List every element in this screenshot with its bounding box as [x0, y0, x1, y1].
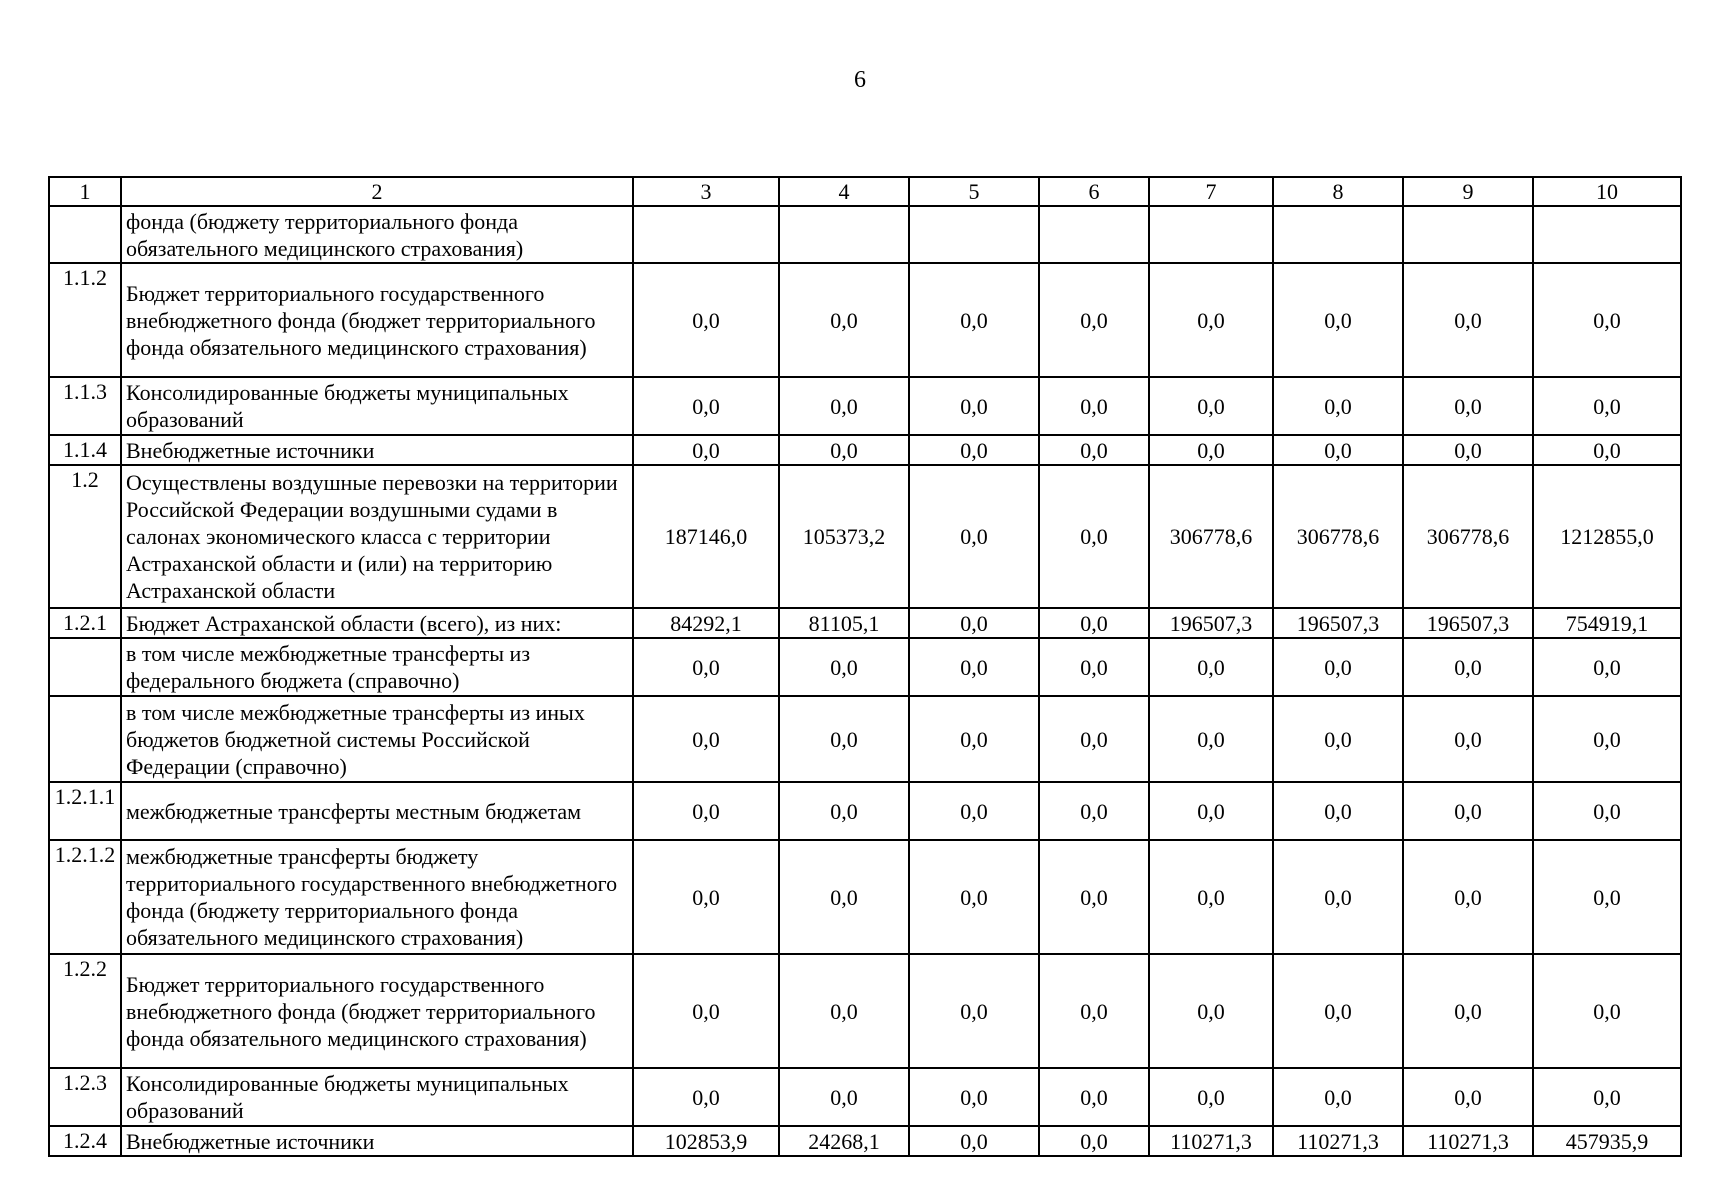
- value-cell: 0,0: [1273, 263, 1403, 377]
- value-cell: 187146,0: [633, 465, 779, 608]
- value-cell: 0,0: [909, 608, 1039, 638]
- value-cell: 0,0: [1403, 435, 1533, 465]
- column-header: 1: [49, 177, 121, 206]
- row-code: [49, 206, 121, 263]
- value-cell: 0,0: [1403, 377, 1533, 435]
- row-code: 1.2.1.1: [49, 782, 121, 840]
- page-number: 6: [854, 67, 866, 93]
- value-cell: 0,0: [1403, 782, 1533, 840]
- value-cell: [1039, 206, 1149, 263]
- table-row: [49, 840, 1681, 954]
- value-cell: 0,0: [1273, 782, 1403, 840]
- value-cell: 105373,2: [779, 465, 909, 608]
- table-row: [49, 465, 1681, 608]
- value-cell: 0,0: [909, 263, 1039, 377]
- value-cell: 0,0: [909, 1126, 1039, 1156]
- value-cell: 0,0: [633, 1068, 779, 1126]
- table-row: [49, 608, 1681, 638]
- value-cell: 0,0: [779, 954, 909, 1068]
- value-cell: 0,0: [1403, 1068, 1533, 1126]
- row-code: 1.1.4: [49, 435, 121, 465]
- column-header: 5: [909, 177, 1039, 206]
- column-header: 10: [1533, 177, 1681, 206]
- value-cell: 0,0: [779, 435, 909, 465]
- value-cell: 0,0: [1039, 377, 1149, 435]
- row-code: 1.2.3: [49, 1068, 121, 1126]
- row-code: 1.2.1: [49, 608, 121, 638]
- value-cell: 0,0: [1533, 696, 1681, 782]
- value-cell: 0,0: [1273, 954, 1403, 1068]
- value-cell: 0,0: [1039, 782, 1149, 840]
- value-cell: 84292,1: [633, 608, 779, 638]
- value-cell: 0,0: [1149, 377, 1273, 435]
- row-code: [49, 696, 121, 782]
- value-cell: 0,0: [1273, 1068, 1403, 1126]
- table-row: [49, 206, 1681, 263]
- row-description: в том числе межбюджетные трансферты из федерального бюджета (справочно): [121, 638, 633, 696]
- value-cell: 0,0: [1533, 1068, 1681, 1126]
- row-description: Консолидированные бюджеты муниципальных образований: [121, 377, 633, 435]
- value-cell: 0,0: [1533, 435, 1681, 465]
- column-header: 4: [779, 177, 909, 206]
- value-cell: 0,0: [1533, 954, 1681, 1068]
- value-cell: 0,0: [779, 638, 909, 696]
- value-cell: 0,0: [633, 696, 779, 782]
- value-cell: 0,0: [1403, 638, 1533, 696]
- value-cell: 0,0: [1039, 1068, 1149, 1126]
- row-description: фонда (бюджету территориального фонда обязательного медицинского страхования): [121, 206, 633, 263]
- row-description: Консолидированные бюджеты муниципальных образований: [121, 1068, 633, 1126]
- row-description: Внебюджетные источники: [121, 1126, 633, 1156]
- value-cell: 102853,9: [633, 1126, 779, 1156]
- value-cell: 0,0: [1533, 782, 1681, 840]
- value-cell: 0,0: [1149, 263, 1273, 377]
- value-cell: 110271,3: [1149, 1126, 1273, 1156]
- value-cell: 0,0: [1403, 263, 1533, 377]
- value-cell: 306778,6: [1403, 465, 1533, 608]
- value-cell: 0,0: [909, 1068, 1039, 1126]
- value-cell: 0,0: [1533, 377, 1681, 435]
- value-cell: 0,0: [1533, 638, 1681, 696]
- value-cell: 0,0: [1273, 696, 1403, 782]
- value-cell: 0,0: [633, 840, 779, 954]
- value-cell: 0,0: [909, 840, 1039, 954]
- value-cell: 0,0: [1039, 696, 1149, 782]
- table-row: [49, 263, 1681, 377]
- table-row: [49, 1126, 1681, 1156]
- value-cell: [779, 206, 909, 263]
- value-cell: 0,0: [1039, 608, 1149, 638]
- column-header: 8: [1273, 177, 1403, 206]
- value-cell: 1212855,0: [1533, 465, 1681, 608]
- row-description: Бюджет территориального государственного внебюджетного фонда (бюджет территориального фонда обязательного медицинского страхования): [121, 954, 633, 1068]
- value-cell: 0,0: [1149, 840, 1273, 954]
- value-cell: 0,0: [1039, 1126, 1149, 1156]
- row-code: 1.2.1.2: [49, 840, 121, 954]
- value-cell: 0,0: [633, 782, 779, 840]
- value-cell: 0,0: [1273, 435, 1403, 465]
- value-cell: 457935,9: [1533, 1126, 1681, 1156]
- value-cell: 0,0: [909, 638, 1039, 696]
- row-code: 1.2.2: [49, 954, 121, 1068]
- table-row: [49, 1068, 1681, 1126]
- column-header: 2: [121, 177, 633, 206]
- value-cell: 0,0: [1149, 954, 1273, 1068]
- value-cell: 306778,6: [1149, 465, 1273, 608]
- value-cell: 0,0: [1403, 696, 1533, 782]
- value-cell: 0,0: [909, 377, 1039, 435]
- value-cell: 0,0: [1149, 782, 1273, 840]
- row-code: 1.1.2: [49, 263, 121, 377]
- value-cell: 110271,3: [1403, 1126, 1533, 1156]
- value-cell: 0,0: [1273, 840, 1403, 954]
- value-cell: 0,0: [1039, 435, 1149, 465]
- row-code: [49, 638, 121, 696]
- value-cell: 196507,3: [1273, 608, 1403, 638]
- table-row: [49, 377, 1681, 435]
- table-row: [49, 696, 1681, 782]
- value-cell: 0,0: [1039, 954, 1149, 1068]
- row-description: межбюджетные трансферты бюджету территориального государственного внебюджетного фонда (бюджету территориального фонда обязательного медицинского страхования): [121, 840, 633, 954]
- value-cell: [909, 206, 1039, 263]
- table-row: [49, 782, 1681, 840]
- value-cell: 0,0: [1273, 377, 1403, 435]
- value-cell: 0,0: [1149, 696, 1273, 782]
- value-cell: 306778,6: [1273, 465, 1403, 608]
- value-cell: [1273, 206, 1403, 263]
- table-row: [49, 954, 1681, 1068]
- value-cell: 110271,3: [1273, 1126, 1403, 1156]
- row-code: 1.1.3: [49, 377, 121, 435]
- table-header-row: [49, 177, 1681, 206]
- value-cell: 0,0: [779, 696, 909, 782]
- value-cell: 0,0: [633, 377, 779, 435]
- value-cell: 0,0: [909, 696, 1039, 782]
- table-row: [49, 638, 1681, 696]
- value-cell: 0,0: [1039, 638, 1149, 696]
- value-cell: 0,0: [1039, 465, 1149, 608]
- row-description: Осуществлены воздушные перевозки на территории Российской Федерации воздушными судами в салонах экономического класса с территории Астраханской области и (или) на территорию Астраханской области: [121, 465, 633, 608]
- column-header: 3: [633, 177, 779, 206]
- value-cell: 0,0: [779, 782, 909, 840]
- row-description: Внебюджетные источники: [121, 435, 633, 465]
- row-description: межбюджетные трансферты местным бюджетам: [121, 782, 633, 840]
- row-code: 1.2.4: [49, 1126, 121, 1156]
- value-cell: [1403, 206, 1533, 263]
- value-cell: 81105,1: [779, 608, 909, 638]
- column-header: 6: [1039, 177, 1149, 206]
- value-cell: 196507,3: [1403, 608, 1533, 638]
- value-cell: 754919,1: [1533, 608, 1681, 638]
- value-cell: [633, 206, 779, 263]
- row-description: Бюджет территориального государственного внебюджетного фонда (бюджет территориального фонда обязательного медицинского страхования): [121, 263, 633, 377]
- value-cell: 0,0: [1039, 263, 1149, 377]
- value-cell: 0,0: [779, 263, 909, 377]
- value-cell: 0,0: [909, 435, 1039, 465]
- row-code: 1.2: [49, 465, 121, 608]
- value-cell: 0,0: [1273, 638, 1403, 696]
- value-cell: 0,0: [633, 638, 779, 696]
- column-header: 7: [1149, 177, 1273, 206]
- value-cell: 0,0: [779, 377, 909, 435]
- value-cell: 0,0: [633, 263, 779, 377]
- value-cell: 0,0: [1149, 435, 1273, 465]
- value-cell: 0,0: [1403, 840, 1533, 954]
- value-cell: 0,0: [1039, 840, 1149, 954]
- value-cell: 0,0: [633, 435, 779, 465]
- budget-table: [48, 176, 1682, 1157]
- value-cell: [1533, 206, 1681, 263]
- row-description: Бюджет Астраханской области (всего), из них:: [121, 608, 633, 638]
- value-cell: 0,0: [633, 954, 779, 1068]
- value-cell: 0,0: [1403, 954, 1533, 1068]
- value-cell: 0,0: [1149, 638, 1273, 696]
- value-cell: 0,0: [779, 1068, 909, 1126]
- value-cell: 0,0: [1149, 1068, 1273, 1126]
- value-cell: 0,0: [909, 465, 1039, 608]
- table-row: [49, 435, 1681, 465]
- row-description: в том числе межбюджетные трансферты из иных бюджетов бюджетной системы Российской Федерации (справочно): [121, 696, 633, 782]
- column-header: 9: [1403, 177, 1533, 206]
- value-cell: 24268,1: [779, 1126, 909, 1156]
- value-cell: 0,0: [779, 840, 909, 954]
- value-cell: [1149, 206, 1273, 263]
- value-cell: 0,0: [909, 782, 1039, 840]
- value-cell: 0,0: [909, 954, 1039, 1068]
- value-cell: 0,0: [1533, 840, 1681, 954]
- value-cell: 0,0: [1533, 263, 1681, 377]
- value-cell: 196507,3: [1149, 608, 1273, 638]
